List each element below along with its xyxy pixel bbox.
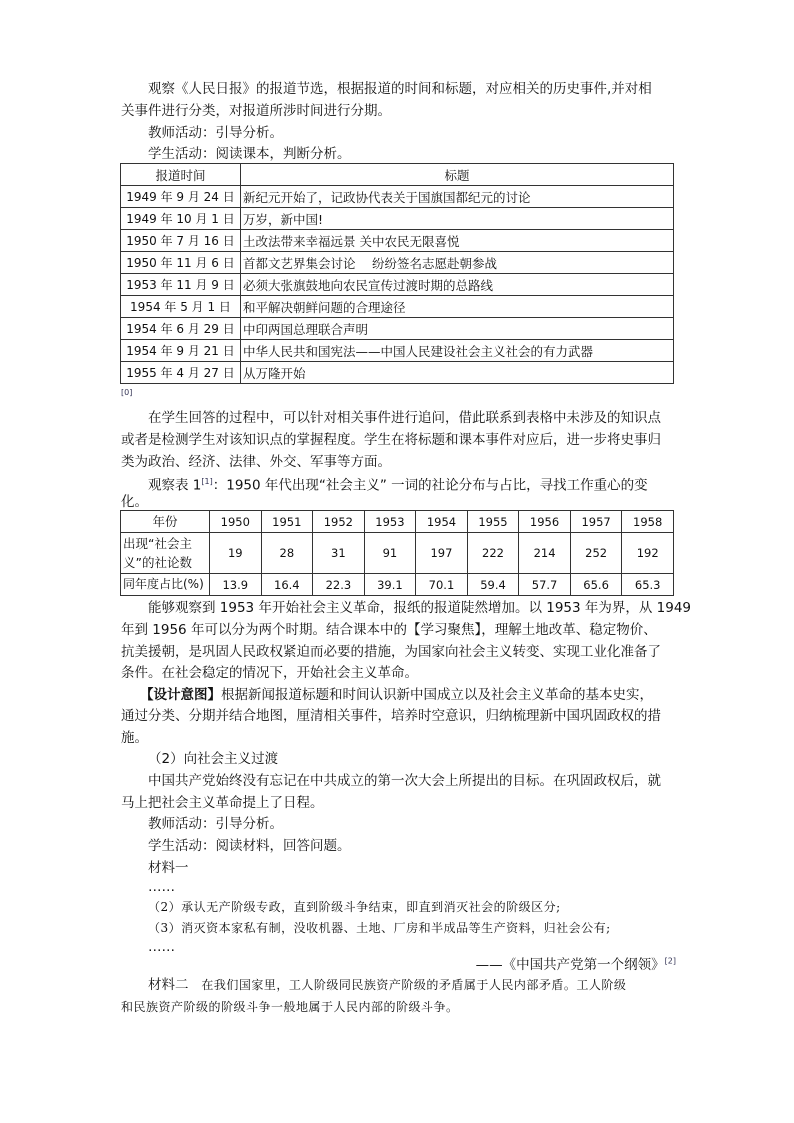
para2-line-2: 年到 1956 年可以分为两个时期。结合课本中的【学习聚焦】，理解土地改革、稳定物价、 bbox=[121, 622, 657, 638]
source-citation bbox=[476, 953, 676, 973]
ratio-label: 同年度占比(%) bbox=[121, 574, 210, 596]
ratio-cell: 57.7 bbox=[519, 574, 571, 596]
year-label: 年份 bbox=[121, 511, 210, 533]
report-title: 和平解决朝鲜问题的合理途径 bbox=[241, 296, 674, 318]
year-row bbox=[121, 511, 674, 533]
table-row bbox=[121, 362, 674, 384]
ratio-cell: 13.9 bbox=[210, 574, 262, 596]
report-title: 万岁，新中国! bbox=[241, 208, 674, 230]
observe-text: ：1950 年代出现“社会主义” 一词的社论分布与占比，寻找工作重心的变 bbox=[212, 477, 648, 494]
news-report-table bbox=[120, 163, 674, 384]
count-cell: 192 bbox=[622, 533, 674, 574]
para1-line-2: 或者是检测学生对该知识点的掌握程度。学生在将标题和课本事件对应后，进一步将史事归 bbox=[121, 432, 661, 448]
design-intent-line-3: 施。 bbox=[121, 730, 148, 746]
material2-line-1 bbox=[121, 974, 677, 996]
table-row bbox=[121, 274, 674, 296]
report-title: 土改法带来幸福远景 关中农民无限喜悦 bbox=[241, 230, 674, 252]
count-row bbox=[121, 533, 674, 574]
para1-line-3: 类为政治、经济、法律、外交、军事等方面。 bbox=[121, 454, 391, 470]
year-cell: 1956 bbox=[519, 511, 571, 533]
intro-line-1: 观察《人民日报》的报道节选，根据报道的时间和标题，对应相关的历史事件,并对相 bbox=[148, 81, 652, 97]
year-cell: 1953 bbox=[364, 511, 416, 533]
table-row bbox=[121, 340, 674, 362]
editorial-stats-table bbox=[120, 510, 674, 596]
material2-text: 在我们国家里，工人阶级同民族资产阶级的矛盾属于人民内部矛盾。工人阶级 bbox=[201, 978, 627, 992]
ratio-row bbox=[121, 574, 674, 596]
count-cell: 214 bbox=[519, 533, 571, 574]
ratio-cell: 65.3 bbox=[622, 574, 674, 596]
table-row bbox=[121, 318, 674, 340]
material2-line-2: 和民族资产阶级的阶级斗争一般地属于人民内部的阶级斗争。 bbox=[121, 1000, 459, 1014]
program-item-2: （2）承认无产阶级专政，直到阶级斗争结束，即直到消灭社会的阶级区分; bbox=[148, 900, 561, 914]
report-date: 1954 年 9 月 21 日 bbox=[121, 340, 241, 362]
report-date: 1955 年 4 月 27 日 bbox=[121, 362, 241, 384]
section2-line-2: 马上把社会主义革命提上了日程。 bbox=[121, 795, 324, 811]
para1-line-1: 在学生回答的过程中，可以针对相关事件进行追问，借此联系到表格中未涉及的知识点 bbox=[148, 410, 661, 426]
count-cell: 19 bbox=[210, 533, 262, 574]
ratio-cell: 22.3 bbox=[313, 574, 365, 596]
student-activity-1: 学生活动：阅读课本，判断分析。 bbox=[148, 146, 351, 162]
ratio-cell: 59.4 bbox=[467, 574, 519, 596]
report-title: 中印两国总理联合声明 bbox=[241, 318, 674, 340]
report-date: 1950 年 11 月 6 日 bbox=[121, 252, 241, 274]
footnote-ref-1: [1] bbox=[201, 477, 213, 486]
student-activity-2: 学生活动：阅读材料，回答问题。 bbox=[148, 838, 351, 854]
report-title: 从万隆开始 bbox=[241, 362, 674, 384]
design-intent-tag: 【设计意图】 bbox=[140, 687, 221, 703]
material2-label: 材料二 bbox=[148, 977, 189, 993]
para2-line-1: 能够观察到 1953 年开始社会主义革命，报纸的报道陡然增加。以 1953 年为界，从 1949 bbox=[148, 600, 692, 616]
source-text: ——《中国共产党第一个纲领》 bbox=[475, 957, 665, 973]
footnote-ref-0: [0] bbox=[121, 388, 133, 397]
report-date: 1954 年 5 月 1 日 bbox=[121, 296, 241, 318]
year-cell: 1952 bbox=[313, 511, 365, 533]
intro-line-2: 关事件进行分类，对报道所涉时间进行分期。 bbox=[121, 103, 391, 119]
year-cell: 1958 bbox=[622, 511, 674, 533]
observe-prefix: 观察表 1 bbox=[148, 477, 202, 494]
report-date: 1949 年 10 月 1 日 bbox=[121, 208, 241, 230]
report-date: 1954 年 6 月 29 日 bbox=[121, 318, 241, 340]
design-intent-line-1 bbox=[140, 684, 696, 706]
table-row bbox=[121, 252, 674, 274]
footnote-ref-2: [2] bbox=[664, 956, 676, 966]
table-header-row bbox=[121, 164, 674, 186]
para2-line-4: 条件。在社会稳定的情况下，开始社会主义革命。 bbox=[121, 665, 418, 681]
year-cell: 1950 bbox=[210, 511, 262, 533]
ratio-cell: 70.1 bbox=[416, 574, 468, 596]
count-cell: 31 bbox=[313, 533, 365, 574]
year-cell: 1955 bbox=[467, 511, 519, 533]
material1-label: 材料一 bbox=[148, 860, 189, 876]
count-cell: 28 bbox=[261, 533, 313, 574]
section2-line-1: 中国共产党始终没有忘记在中共成立的第一次大会上所提出的目标。在巩固政权后，就 bbox=[148, 773, 661, 789]
table-row bbox=[121, 230, 674, 252]
year-cell: 1951 bbox=[261, 511, 313, 533]
observe-table-line-2: 化。 bbox=[121, 494, 148, 510]
ratio-cell: 39.1 bbox=[364, 574, 416, 596]
header-title: 标题 bbox=[241, 164, 674, 186]
teacher-activity-2: 教师活动：引导分析。 bbox=[148, 816, 283, 832]
report-date: 1949 年 9 月 24 日 bbox=[121, 186, 241, 208]
count-cell: 252 bbox=[570, 533, 622, 574]
count-label: 出现“社会主义”的社论数 bbox=[121, 533, 210, 574]
report-date: 1950 年 7 月 16 日 bbox=[121, 230, 241, 252]
program-item-3: （3）消灭资本家私有制，没收机器、土地、厂房和半成品等生产资料，归社会公有; bbox=[148, 921, 611, 935]
ellipsis-1: …… bbox=[148, 879, 175, 895]
report-title: 首都文艺界集会讨论 纷纷签名志愿赴朝参战 bbox=[241, 252, 674, 274]
section-heading: （2）向社会主义过渡 bbox=[148, 751, 279, 767]
year-cell: 1957 bbox=[570, 511, 622, 533]
teacher-activity-1: 教师活动：引导分析。 bbox=[148, 125, 283, 141]
header-date: 报道时间 bbox=[121, 164, 241, 186]
report-date: 1953 年 11 月 9 日 bbox=[121, 274, 241, 296]
report-title: 必须大张旗鼓地向农民宣传过渡时期的总路线 bbox=[241, 274, 674, 296]
count-cell: 222 bbox=[467, 533, 519, 574]
design-intent-text: 根据新闻报道标题和时间认识新中国成立以及社会主义革命的基本史实， bbox=[221, 687, 653, 703]
table-row bbox=[121, 186, 674, 208]
ratio-cell: 65.6 bbox=[570, 574, 622, 596]
count-cell: 91 bbox=[364, 533, 416, 574]
para2-line-3: 抗美援朝，是巩固人民政权紧迫而必要的措施，为国家向社会主义转变、实现工业化准备了 bbox=[121, 644, 661, 660]
ellipsis-2: …… bbox=[148, 939, 175, 955]
table-row bbox=[121, 208, 674, 230]
design-intent-line-2: 通过分类、分期并结合地图，厘清相关事件，培养时空意识，归纳梳理新中国巩固政权的措 bbox=[121, 708, 661, 724]
ratio-cell: 16.4 bbox=[261, 574, 313, 596]
report-title: 新纪元开始了，记政协代表关于国旗国都纪元的讨论 bbox=[241, 186, 674, 208]
count-cell: 197 bbox=[416, 533, 468, 574]
report-title: 中华人民共和国宪法——中国人民建设社会主义社会的有力武器 bbox=[241, 340, 674, 362]
table-row bbox=[121, 296, 674, 318]
year-cell: 1954 bbox=[416, 511, 468, 533]
